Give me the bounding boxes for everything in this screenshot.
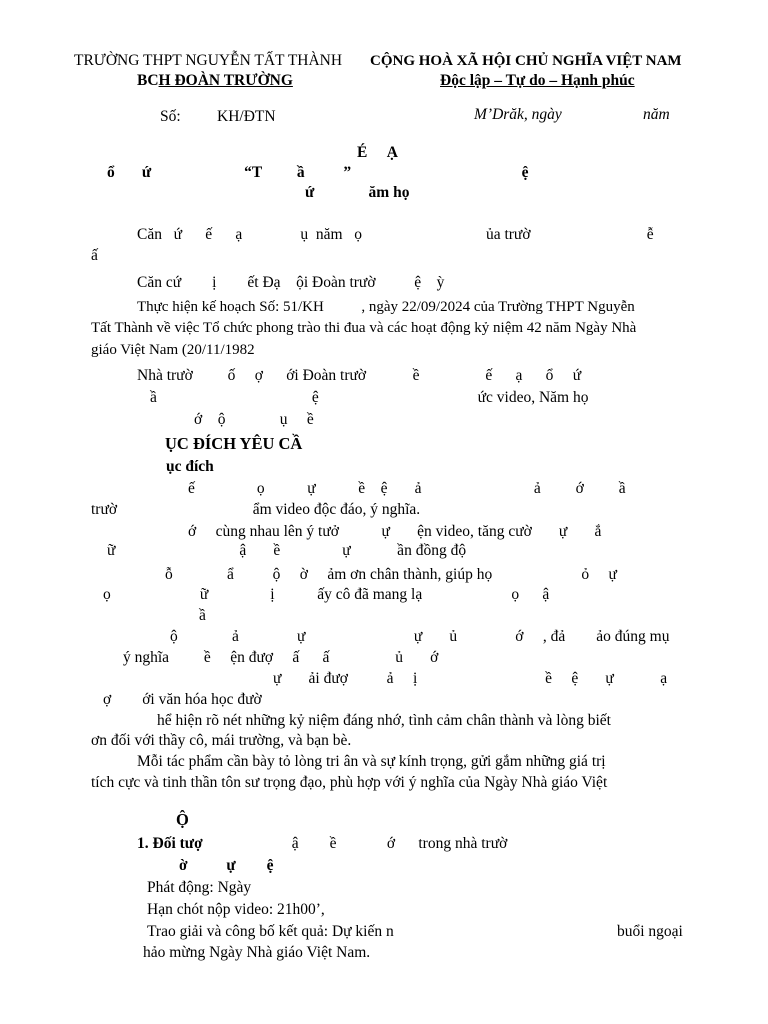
motto: Độc lập – Tự do – Hạnh phúc <box>440 72 635 89</box>
subsection-audience-label: 1. Đối tượ <box>137 835 203 852</box>
intro-line2: ầ ệ ức video, Năm họ <box>150 389 589 406</box>
purpose-line10: ự ải đượ ả ị ề ệ ự ạ <box>273 670 668 687</box>
purpose-line6: ọ ữ ị ấy cô đã mang lạ ọ ậ <box>103 586 550 603</box>
section-purpose-heading: ỤC ĐÍCH YÊU CẦ <box>165 434 303 453</box>
subsection-purpose: ục đích <box>166 458 214 475</box>
basis-3-cont1: Tất Thành về việc Tổ chức phong trào thi đua và các hoạt động kỷ niệm 42 năm Ngày Nhà <box>91 320 637 336</box>
doc-title-line3: ứ ăm họ <box>305 184 410 201</box>
intro-line3: ớ ộ ụ ề <box>194 411 314 428</box>
basis-3-cont2: giáo Việt Nam (20/11/1982 <box>91 342 255 358</box>
school-name: TRƯỜNG THPT NGUYỄN TẤT THÀNH <box>74 52 343 69</box>
purpose-line1: ế ọ ự ề ệ ả ả ớ ầ <box>188 480 626 497</box>
schedule-award-cont: hảo mừng Ngày Nhà giáo Việt Nam. <box>143 944 371 961</box>
schedule-deadline: Hạn chót nộp video: 21h00’, <box>147 901 325 918</box>
basis-1: Căn ứ ế ạ ụ năm ọ ủa trườ ễ <box>137 226 654 243</box>
schedule-launch: Phát động: Ngày <box>147 879 252 896</box>
requirement-line4: tích cực và tinh thần tôn sư trọng đạo, phù hợp với ý nghĩa của Ngày Nhà giáo Việt <box>91 774 608 791</box>
requirement-line1: hể hiện rõ nét những kỷ niệm đáng nhớ, tình cảm chân thành và lòng biết <box>157 712 611 729</box>
subsection-schedule: ờ ự ệ <box>179 857 274 874</box>
number-label: Số: <box>160 108 181 125</box>
number-code: KH/ĐTN <box>217 108 276 125</box>
doc-title-line1: É Ạ <box>357 144 398 161</box>
schedule-award-end: buổi ngoại <box>617 923 683 940</box>
purpose-line3: ớ cùng nhau lên ý tưở ự ện video, tăng cườ ự ắ <box>188 523 602 540</box>
basis-3: Thực hiện kế hoạch Số: 51/KH , ngày 22/09/2024 của Trường THPT Nguyễn <box>137 299 635 315</box>
purpose-line2: trườ ẩm video độc đáo, ý nghĩa. <box>91 501 421 518</box>
place-date: M’Drăk, ngày <box>474 106 562 123</box>
requirement-line3: Mỗi tác phẩm cần bày tỏ lòng tri ân và sự kính trọng, gửi gắm những giá trị <box>137 753 606 770</box>
purpose-line4: ữ ậ ề ự ần đồng độ <box>107 542 467 559</box>
country-name: CỘNG HOÀ XÃ HỘI CHỦ NGHĨA VIỆT NAM <box>370 53 682 69</box>
schedule-award: Trao giải và công bố kết quả: Dự kiến n <box>147 923 394 940</box>
purpose-line8: ộ ả ự ự ủ ớ , đả ảo đúng mụ <box>170 628 670 645</box>
basis-1-cont: ấ <box>91 247 98 264</box>
union-name-rest: H ĐOÀN TRƯỜNG <box>158 72 293 89</box>
year-label: năm <box>643 106 670 123</box>
union-name-prefix: BC <box>137 72 159 89</box>
purpose-line5: ỗ ẩ ộ ờ ảm ơn chân thành, giúp họ ỏ ự <box>165 566 617 583</box>
intro-line1: Nhà trườ ố ợ ới Đoàn trườ ề ế ạ ổ ứ <box>137 367 582 384</box>
section-content-heading: Ộ <box>176 810 189 829</box>
union-name <box>137 71 293 91</box>
purpose-line7: ầ <box>199 607 206 624</box>
requirement-line2: ơn đối với thầy cô, mái trường, và bạn bè. <box>91 732 352 749</box>
basis-2: Căn cứ ị ết Đạ ội Đoàn trườ ệ ỳ <box>137 274 445 291</box>
purpose-line9: ý nghĩa ề ện đượ ấ ấ ủ ớ <box>123 649 439 666</box>
subsection-audience <box>137 834 507 854</box>
doc-title-line2: ổ ứ “T ầ ” ệ <box>107 164 529 181</box>
subsection-audience-text: ậ ề ớ trong nhà trườ <box>202 835 508 852</box>
purpose-line11: ợ ới văn hóa học đườ <box>103 691 262 708</box>
